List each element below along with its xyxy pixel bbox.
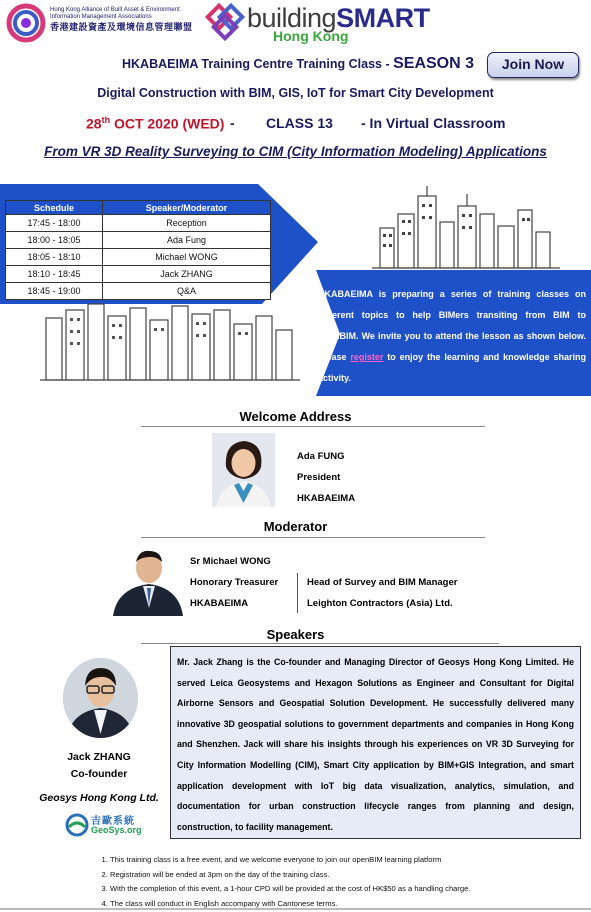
michael-wong-company-details bbox=[307, 572, 457, 614]
time-cell: 18:05 - 18:10 bbox=[6, 249, 103, 266]
geosys-logo-chinese: 吉歐系統 bbox=[91, 816, 135, 827]
buildingsmart-logo bbox=[205, 1, 430, 45]
buildingsmart-wordmark: buildingSMART bbox=[247, 3, 430, 33]
time-cell: 17:45 - 18:00 bbox=[6, 215, 103, 232]
speaker-cell: Q&A bbox=[103, 283, 271, 300]
talk-subtitle: From VR 3D Reality Surveying to CIM (City Information Modeling) Applications bbox=[44, 144, 547, 159]
register-link[interactable]: register bbox=[350, 352, 384, 362]
list-item: 4. The class will conduct in English accompany with Cantonese terms. bbox=[110, 897, 470, 912]
buildingsmart-subtitle: Hong Kong bbox=[273, 28, 349, 44]
event-venue: - In Virtual Classroom bbox=[361, 115, 506, 131]
speakers-section-title: Speakers bbox=[266, 627, 325, 642]
geosys-logo-english: GeoSys.org bbox=[91, 825, 142, 835]
table-row bbox=[6, 215, 271, 232]
person-role: Honorary Treasurer bbox=[190, 577, 279, 588]
event-series-title: HKABAEIMA Training Centre Training Class - SEASON 3 bbox=[122, 55, 475, 72]
moderator-section-title: Moderator bbox=[263, 519, 328, 534]
section-divider bbox=[141, 643, 499, 644]
person-name: Sr Michael WONG bbox=[190, 556, 271, 567]
page-bottom-divider bbox=[0, 908, 591, 910]
table-row bbox=[6, 232, 271, 249]
schedule-header-row bbox=[6, 201, 271, 215]
hkabaeima-logo bbox=[6, 3, 196, 43]
table-row bbox=[6, 266, 271, 283]
speaker-cell: Michael WONG bbox=[103, 249, 271, 266]
event-theme-title: Digital Construction with BIM, GIS, IoT for Smart City Development bbox=[97, 86, 494, 100]
time-cell: 18:00 - 18:05 bbox=[6, 232, 103, 249]
list-item: 3. With the completion of this event, a 1-hour CPD will be provided at the cost of HK$50 as a handling charge. bbox=[110, 882, 470, 897]
speaker-col-header: Speaker/Moderator bbox=[103, 201, 271, 215]
speaker-org: Geosys Hong Kong Ltd. bbox=[39, 792, 159, 804]
intro-paragraph: HKABAEIMA is preparing a series of training classes on different topics to help BIMers transiting from BIM to openBIM. We invite you to attend the lesson as shown below. Please register to enjoy the learning and knowledge sharing activity. bbox=[318, 289, 586, 383]
michael-wong-details bbox=[190, 551, 278, 614]
list-item: 2. Registration will be ended at 3pm on the day of the training class. bbox=[110, 868, 470, 883]
city-skyline-icon bbox=[372, 186, 560, 268]
portrait-icon bbox=[63, 658, 138, 738]
date-separator: - bbox=[230, 115, 235, 131]
speaker-cell: Jack ZHANG bbox=[103, 266, 271, 283]
speaker-cell: Ada Fung bbox=[103, 232, 271, 249]
person-org-2: Leighton Contractors (Asia) Ltd. bbox=[307, 598, 453, 609]
time-cell: 18:10 - 18:45 bbox=[6, 266, 103, 283]
person-org: HKABAEIMA bbox=[190, 598, 249, 609]
logo-text-line2: Information Management Associations bbox=[50, 14, 152, 20]
logo-text-chinese: 香港建設資產及環境信息管理聯盟 bbox=[50, 22, 193, 32]
table-row bbox=[6, 283, 271, 300]
class-number: CLASS 13 bbox=[266, 115, 333, 131]
table-row bbox=[6, 249, 271, 266]
person-role-2: Head of Survey and BIM Manager bbox=[307, 577, 458, 588]
time-cell: 18:45 - 19:00 bbox=[6, 283, 103, 300]
schedule-col-header: Schedule bbox=[6, 201, 103, 215]
ada-fung-details bbox=[297, 446, 355, 509]
ada-fung-photo bbox=[212, 433, 275, 507]
event-date: 28th OCT 2020 (WED) bbox=[86, 115, 225, 132]
geosys-logo bbox=[65, 812, 155, 838]
speaker-name: Jack ZHANG bbox=[67, 751, 131, 763]
jack-zhang-photo bbox=[63, 658, 138, 738]
section-divider bbox=[141, 426, 485, 427]
person-role: President bbox=[297, 472, 341, 483]
speaker-cell: Reception bbox=[103, 215, 271, 232]
event-banner bbox=[0, 184, 591, 400]
notes-list bbox=[98, 853, 470, 911]
welcome-section-title: Welcome Address bbox=[239, 409, 352, 424]
michael-wong-photo bbox=[111, 548, 183, 616]
speaker-bio: Mr. Jack Zhang is the Co-founder and Managing Director of Geosys Hong Kong Limited. He served Leica Geosystems and Hexagon Solutions as Engineer and Consultant for Digital Airborne Sensors and Geospatial Solution Development. He successfully delivered many innovative 3D geospatial solutions to government departments and companies in Hong Kong and Shenzhen. Jack will share his insights through his experiences on VR 3D Surveying for City Information Modelling (CIM), Smart City application by BIM+GIS Integration, and smart application development with IoT big data visualization, analytics, simulation, and documentation for urban construction lifecycle ranges from planning and design, construction, to facility management. bbox=[170, 646, 581, 839]
portrait-icon bbox=[212, 433, 275, 507]
section-divider bbox=[141, 537, 485, 538]
geosys-globe-icon bbox=[65, 813, 89, 837]
list-item: 1. This training class is a free event, and we welcome everyone to join our openBIM learning platform bbox=[110, 853, 470, 868]
person-org: HKABAEIMA bbox=[297, 493, 356, 504]
portrait-icon bbox=[111, 548, 183, 616]
join-now-button[interactable]: Join Now bbox=[487, 52, 579, 78]
logo-text-line1: Hong Kong Alliance of Built Asset & Environment bbox=[50, 7, 180, 13]
speaker-role: Co-founder bbox=[70, 768, 128, 780]
person-name: Ada FUNG bbox=[297, 451, 345, 462]
buildingsmart-knot-icon bbox=[205, 3, 245, 43]
alliance-ring-icon bbox=[6, 3, 46, 43]
schedule-table bbox=[5, 200, 271, 300]
vertical-divider bbox=[297, 573, 298, 613]
